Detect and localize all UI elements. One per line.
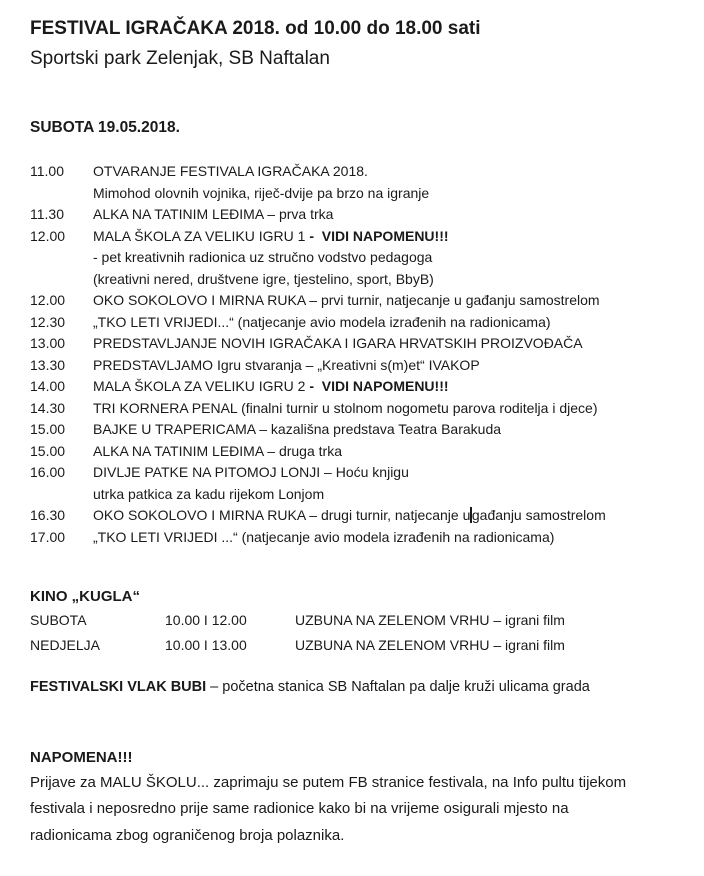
schedule-row <box>30 527 684 549</box>
event-text-main: - pet kreativnih radionica uz stručno vodstvo pedagoga <box>93 249 433 265</box>
event-text <box>93 183 429 205</box>
cinema-times: 10.00 I 12.00 <box>165 612 247 628</box>
time-cell: 11.00 <box>30 163 64 179</box>
time-cell <box>30 484 93 506</box>
time-cell: 12.00 <box>30 227 66 244</box>
time-cell: 13.30 <box>30 356 66 373</box>
event-text <box>93 161 368 183</box>
event-text-main: MALA ŠKOLA ZA VELIKU IGRU 1 <box>93 227 310 244</box>
schedule-row <box>30 161 684 183</box>
event-text-main: OKO SOKOLOVO I MIRNA RUKA – prvi turnir, natjecanje u gađanju samostrelom <box>93 292 600 308</box>
event-text <box>93 462 409 484</box>
cinema-times: 10.00 I 13.00 <box>165 637 247 653</box>
note-heading: NAPOMENA!!! <box>30 749 133 766</box>
page-subtitle: Sportski park Zelenjak, SB Naftalan <box>30 48 330 69</box>
schedule-row <box>30 398 684 420</box>
cinema-film: UZBUNA NA ZELENOM VRHU – igrani film <box>295 637 565 653</box>
time-cell: 16.00 <box>30 464 66 480</box>
schedule-row <box>30 204 684 226</box>
schedule-row <box>30 290 684 312</box>
event-text <box>93 376 449 398</box>
schedule-row <box>30 226 684 248</box>
event-text-main: PREDSTAVLJAMO Igru stvaranja – „Kreativni s(m)et“ IVAKOP <box>93 356 480 373</box>
note-line: radionicama zbog ograničenog broja polaznika. <box>30 826 345 844</box>
schedule-row <box>30 484 684 506</box>
event-text-main: utrka patkica za kadu rijekom Lonjom <box>93 485 325 502</box>
event-text-main: ALKA NA TATINIM LEĐIMA – prva trka <box>93 206 334 222</box>
time-cell <box>30 269 93 291</box>
event-text <box>93 312 551 334</box>
cinema-day: SUBOTA <box>30 612 87 628</box>
event-text-main: OKO SOKOLOVO I MIRNA RUKA – drugi turnir, natjecanje u <box>93 507 471 523</box>
schedule-row <box>30 355 684 377</box>
cinema-film: UZBUNA NA ZELENOM VRHU – igrani film <box>295 612 565 628</box>
cinema-day: NEDJELJA <box>30 637 101 653</box>
event-text-main: Mimohod olovnih vojnika, riječ-dvije pa brzo na igranje <box>93 184 430 201</box>
schedule-row <box>30 441 684 463</box>
festival-train-line <box>30 676 684 698</box>
cinema-section <box>30 586 684 658</box>
schedule-row <box>30 333 684 355</box>
event-text-bold: - VIDI NAPOMENU!!! <box>309 378 449 394</box>
event-text <box>93 355 480 377</box>
time-cell <box>30 247 93 269</box>
festival-train-name: FESTIVALSKI VLAK BUBI <box>30 679 207 695</box>
schedule-row <box>30 247 684 269</box>
event-text <box>93 441 342 463</box>
time-cell: 12.00 <box>30 292 66 308</box>
event-text-main: DIVLJE PATKE NA PITOMOJ LONJI – Hoću knjigu <box>93 464 409 480</box>
schedule-row <box>30 376 684 398</box>
event-text-main: PREDSTAVLJANJE NOVIH IGRAČAKA I IGARA HRVATSKIH PROIZVOĐAČA <box>93 335 583 351</box>
note-section <box>30 746 684 849</box>
event-text-main: „TKO LETI VRIJEDI ...“ (natjecanje avio modela izrađenih na radionicama) <box>93 528 555 545</box>
event-text <box>93 269 434 291</box>
note-line: festivala i neposredno prije same radionice kako bi na vrijeme osigurali mjesto na <box>30 800 569 818</box>
time-cell <box>30 183 93 205</box>
schedule-row <box>30 505 684 527</box>
event-text <box>93 226 449 248</box>
time-cell: 14.30 <box>30 399 66 416</box>
cinema-row <box>30 633 684 658</box>
day-heading: SUBOTA 19.05.2018. <box>30 119 180 136</box>
event-text <box>93 505 606 527</box>
event-text-main: TRI KORNERA PENAL (finalni turnir u stolnom nogometu parova roditelja i djece) <box>93 399 598 416</box>
event-text <box>93 247 432 269</box>
event-text-after-cursor: gađanju samostrelom <box>471 507 606 523</box>
time-cell: 11.30 <box>30 206 64 222</box>
time-cell: 14.00 <box>30 378 66 394</box>
schedule-row <box>30 269 684 291</box>
schedule-row <box>30 462 684 484</box>
cinema-row <box>30 608 684 633</box>
schedule-row <box>30 419 684 441</box>
event-text <box>93 527 554 549</box>
event-text <box>93 484 324 506</box>
time-cell: 13.00 <box>30 335 66 351</box>
event-text-bold: - VIDI NAPOMENU!!! <box>309 227 449 244</box>
schedule-row <box>30 312 684 334</box>
cinema-heading: KINO „KUGLA“ <box>30 588 140 605</box>
event-text <box>93 333 583 355</box>
event-text-main: ALKA NA TATINIM LEĐIMA – druga trka <box>93 442 342 459</box>
time-cell: 16.30 <box>30 507 66 523</box>
event-text-main: BAJKE U TRAPERICAMA – kazališna predstava Teatra Barakuda <box>93 421 502 437</box>
page-title: FESTIVAL IGRAČAKA 2018. od 10.00 do 18.00 sati <box>30 18 481 39</box>
event-text <box>93 398 597 420</box>
time-cell: 15.00 <box>30 442 66 459</box>
time-cell: 12.30 <box>30 313 66 330</box>
event-text-main: OTVARANJE FESTIVALA IGRAČAKA 2018. <box>93 163 368 179</box>
time-cell: 15.00 <box>30 421 66 437</box>
event-text-main: (kreativni nered, društvene igre, tjestelino, sport, BbyB) <box>93 270 434 287</box>
event-text-main: MALA ŠKOLA ZA VELIKU IGRU 2 <box>93 378 310 394</box>
festival-train-desc: – početna stanica SB Naftalan pa dalje kruži ulicama grada <box>206 679 590 695</box>
note-line: Prijave za MALU ŠKOLU... zaprimaju se putem FB stranice festivala, na Info pultu tijekom <box>30 774 627 791</box>
event-text <box>93 290 600 312</box>
schedule-list <box>30 161 684 548</box>
event-text <box>93 204 333 226</box>
schedule-row <box>30 183 684 205</box>
event-text-main: „TKO LETI VRIJEDI...“ (natjecanje avio modela izrađenih na radionicama) <box>93 313 551 330</box>
time-cell: 17.00 <box>30 528 66 545</box>
event-text <box>93 419 501 441</box>
